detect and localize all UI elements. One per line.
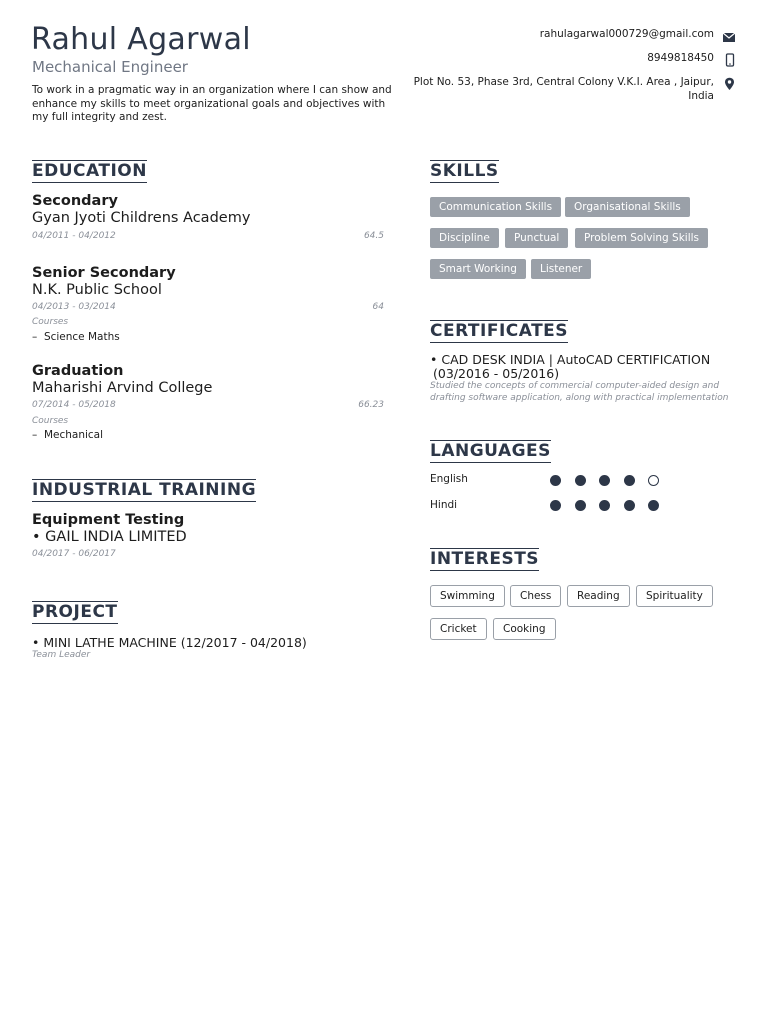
course-item: – Mechanical	[32, 429, 104, 441]
certificates-heading: CERTIFICATES	[430, 321, 569, 341]
interests-heading: INTERESTS	[430, 549, 540, 569]
rating-dot-filled	[575, 500, 586, 511]
education-level: Secondary	[32, 193, 118, 209]
project-name: • MINI LATHE MACHINE (12/2017 - 04/2018)	[32, 635, 307, 650]
phone-text[interactable]: 8949818450	[647, 52, 714, 64]
education-score: 64	[372, 302, 384, 312]
education-school: Gyan Jyoti Childrens Academy	[32, 210, 251, 226]
rating-dot-filled	[575, 475, 586, 486]
interest-tag: Reading	[567, 585, 630, 607]
education-school: Maharishi Arvind College	[32, 380, 213, 396]
rating-dot-filled	[550, 500, 561, 511]
address-line2: India	[688, 90, 714, 102]
project-role: Team Leader	[32, 650, 91, 660]
rating-dot-filled	[648, 500, 659, 511]
rating-dot-empty	[648, 475, 659, 486]
job-title: Mechanical Engineer	[32, 58, 188, 76]
skill-tag: Communication Skills	[430, 197, 561, 217]
skill-tag: Punctual	[505, 228, 568, 248]
education-dates: 04/2011 - 04/2012	[32, 231, 116, 241]
rating-dot-filled	[599, 500, 610, 511]
education-school: N.K. Public School	[32, 282, 162, 298]
languages-heading: LANGUAGES	[430, 441, 551, 461]
training-dates: 04/2017 - 06/2017	[32, 549, 116, 559]
interest-tag: Cricket	[430, 618, 487, 640]
project-heading: PROJECT	[32, 602, 118, 622]
language-rating	[550, 475, 670, 487]
rating-dot-filled	[599, 475, 610, 486]
address-text	[414, 75, 714, 103]
courses-label: Courses	[32, 416, 69, 426]
candidate-name: Rahul Agarwal	[31, 22, 251, 57]
education-dates: 04/2013 - 03/2014	[32, 302, 116, 312]
skill-tag: Problem Solving Skills	[575, 228, 708, 248]
language-rating	[550, 500, 670, 512]
location-pin-icon	[724, 76, 738, 90]
courses-label: Courses	[32, 317, 69, 327]
phone-icon	[725, 52, 739, 66]
rating-dot-filled	[624, 475, 635, 486]
skill-tag: Listener	[531, 259, 591, 279]
certificate-title: • CAD DESK INDIA | AutoCAD CERTIFICATION	[430, 352, 711, 367]
education-heading: EDUCATION	[32, 161, 147, 181]
training-heading: INDUSTRIAL TRAINING	[32, 480, 257, 500]
language-name: English	[430, 473, 468, 485]
course-name: Science Maths	[43, 331, 120, 343]
skill-tag: Smart Working	[430, 259, 526, 279]
education-dates: 07/2014 - 05/2018	[32, 400, 116, 410]
rating-dot-filled	[624, 500, 635, 511]
skill-tag: Discipline	[430, 228, 499, 248]
certificate-dates: (03/2016 - 05/2016)	[433, 366, 560, 381]
interest-tag: Chess	[510, 585, 561, 607]
course-name: Mechanical	[43, 429, 104, 441]
skills-heading: SKILLS	[430, 161, 499, 181]
skill-tag: Organisational Skills	[565, 197, 690, 217]
summary-text: To work in a pragmatic way in an organization where I can show and enhance my skills to meet organizational goals and objectives with my full integrity and zest.	[32, 84, 392, 123]
certificate-description: Studied the concepts of commercial computer-aided design and drafting software application, along with practical implementation	[430, 381, 729, 403]
education-level: Senior Secondary	[32, 265, 176, 281]
training-company: • GAIL INDIA LIMITED	[32, 529, 187, 545]
education-level: Graduation	[32, 363, 124, 379]
education-score: 66.23	[358, 400, 384, 410]
course-item: – Science Maths	[32, 331, 120, 343]
rating-dot-filled	[550, 475, 561, 486]
address-line1: Plot No. 53, Phase 3rd, Central Colony V.K.I. Area , Jaipur,	[413, 76, 714, 88]
language-name: Hindi	[430, 499, 458, 511]
envelope-icon	[722, 28, 736, 42]
training-role: Equipment Testing	[32, 512, 185, 528]
education-score: 64.5	[363, 231, 384, 241]
interest-tag: Cooking	[493, 618, 556, 640]
interest-tag: Swimming	[430, 585, 505, 607]
email-text[interactable]: rahulagarwal000729@gmail.com	[539, 28, 714, 40]
interest-tag: Spirituality	[636, 585, 713, 607]
